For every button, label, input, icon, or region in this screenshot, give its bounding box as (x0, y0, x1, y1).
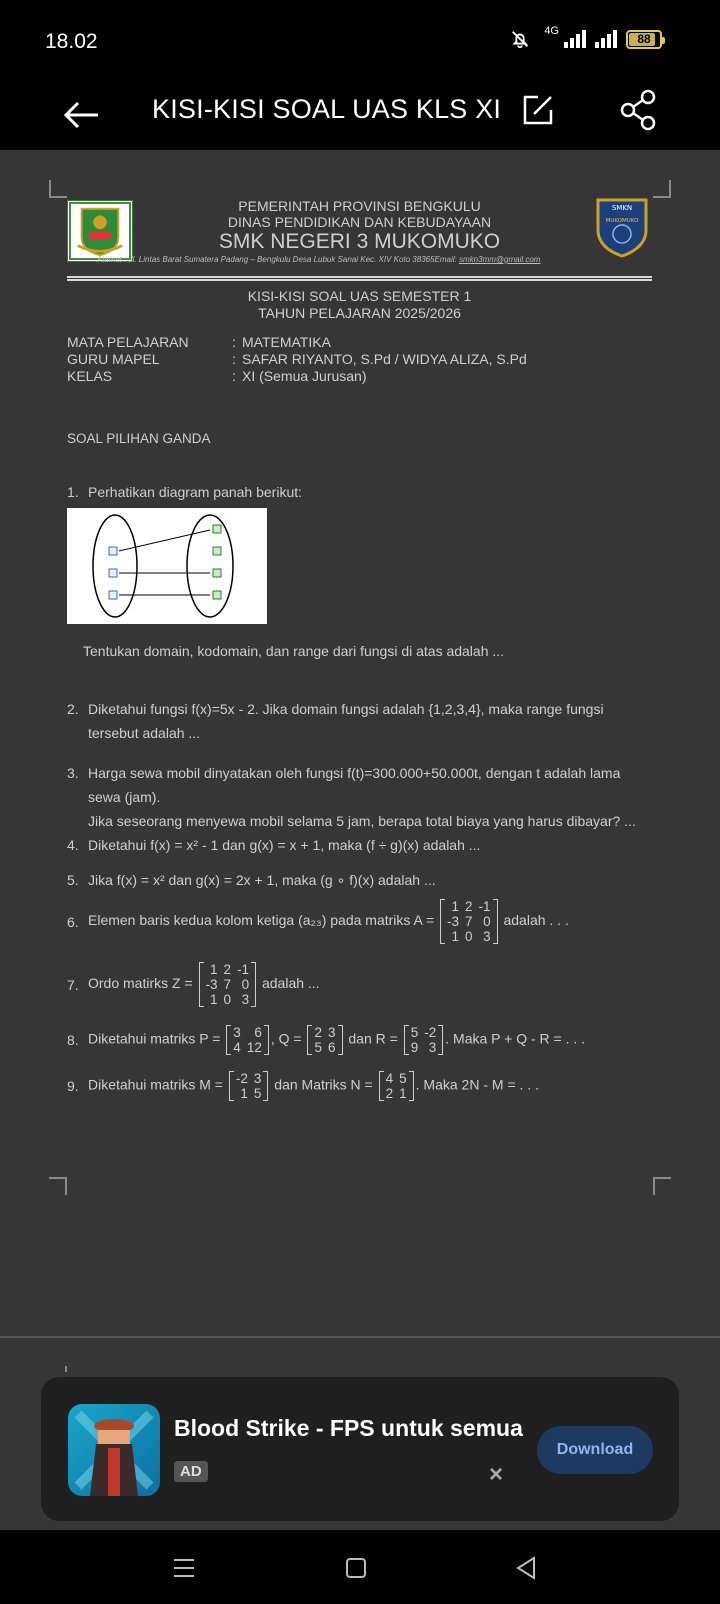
question-8 (67, 1025, 652, 1055)
status-bar (0, 0, 720, 80)
document-viewer[interactable] (0, 150, 720, 1530)
question-2 (67, 697, 652, 745)
page-corner-mark (49, 180, 67, 198)
question-3 (67, 761, 652, 833)
signal-icon (595, 30, 617, 48)
matrix-z: 1 -3 1 2 7 0 -1 0 3 (199, 962, 257, 1007)
letterhead-line-2: DINAS PENDIDIKAN DAN KEBUDAYAAN (227, 214, 492, 230)
matrix-a: 1 -3 1 2 7 0 -1 0 3 (440, 899, 498, 944)
navigation-bar (0, 1530, 720, 1604)
meta-info (67, 334, 652, 385)
question-text: Harga sewa mobil dinyatakan oleh fungsi f(t)=300.000+50.000t, dengan t adalah lama sewa (jam). (88, 765, 621, 805)
question-number: 1. (67, 484, 79, 500)
matrix-m: -2 1 3 5 (229, 1071, 269, 1101)
address-text: Alamat : Jl. Lintas Barat Sumatera Padang – Bengkulu Desa Lubuk Sanai Kec. XIV Koto 38365Email: (97, 255, 459, 264)
letterhead (67, 190, 652, 280)
question-text: Perhatikan diagram panah berikut: (88, 484, 303, 500)
school-logo-text-mid: MUKOMUKO (605, 218, 639, 224)
question-number: 8. (67, 1032, 79, 1048)
question-number: 5. (67, 872, 79, 888)
question-text: Diketahui matriks P = (88, 1030, 221, 1047)
question-6 (67, 899, 652, 944)
question-9 (67, 1071, 652, 1101)
document-page (67, 190, 652, 1101)
question-number: 3. (67, 765, 79, 781)
battery-icon (626, 30, 662, 49)
edit-icon[interactable] (520, 92, 556, 128)
meta-value: MATEMATIKA (242, 334, 331, 350)
question-text: Diketahui matriks M = (88, 1076, 223, 1093)
arrow-diagram (67, 508, 267, 624)
page-corner-mark (653, 180, 671, 198)
menu-icon[interactable] (166, 1550, 202, 1586)
school-email: smkn3mm@gmail.com (459, 255, 541, 264)
question-4 (67, 833, 652, 857)
status-icons (509, 25, 662, 50)
question-separator: , Q = (270, 1030, 302, 1047)
question-text: Elemen baris kedua kolom ketiga (a₂₃) pada matriks A = (88, 912, 435, 929)
app-bar (0, 80, 720, 150)
battery-level: 88 (637, 32, 651, 46)
question-7 (67, 962, 652, 1007)
question-number: 7. (67, 976, 79, 993)
question-number: 6. (67, 913, 79, 930)
page-corner-mark (49, 1177, 67, 1195)
letterhead-line-1: PEMERINTAH PROVINSI BENGKULU (238, 198, 481, 214)
question-number: 9. (67, 1078, 79, 1094)
page-corner-mark (653, 1177, 671, 1195)
question-1 (67, 480, 652, 504)
school-address (97, 255, 540, 264)
status-time: 18.02 (45, 30, 98, 53)
question-5 (67, 868, 652, 892)
meta-row: MATA PELAJARAN : MATEMATIKA (67, 334, 331, 350)
section-heading: SOAL PILIHAN GANDA (67, 431, 211, 446)
page-corner-mark (65, 1366, 67, 1372)
matrix-q: 2 5 3 6 (307, 1025, 342, 1055)
mute-bell-icon (509, 28, 531, 50)
meta-key: GURU MAPEL (67, 351, 160, 367)
question-text: Diketahui f(x) = x² - 1 dan g(x) = x + 1, maka (f ÷ g)(x) adalah ... (88, 837, 481, 853)
meta-value: XI (Semua Jurusan) (242, 368, 367, 384)
home-icon[interactable] (338, 1550, 374, 1586)
matrix-n: 4 2 5 1 (379, 1071, 414, 1101)
meta-row: KELAS : XI (Semua Jurusan) (67, 368, 367, 384)
game-thumbnail-icon[interactable] (68, 1404, 160, 1496)
question-number: 2. (67, 701, 79, 717)
question-number: 4. (67, 837, 79, 853)
question-text-end: adalah ... (261, 975, 320, 992)
heading-line-1: KISI-KISI SOAL UAS SEMESTER 1 (247, 288, 472, 304)
page-divider (0, 1336, 720, 1338)
question-text-end: adalah . . . (503, 912, 569, 929)
letterhead-rule (67, 276, 652, 278)
document-heading (67, 288, 652, 322)
meta-key: MATA PELAJARAN (67, 334, 189, 350)
ad-banner[interactable] (41, 1377, 679, 1521)
document-title: KISI-KISI SOAL UAS KLS XI (152, 94, 502, 124)
download-button[interactable]: Download (537, 1426, 653, 1474)
ad-badge: AD (174, 1461, 208, 1482)
meta-row: GURU MAPEL : SAFAR RIYANTO, S.Pd / WIDYA ALIZA, S.Pd (67, 351, 527, 367)
network-type: 4G (544, 25, 559, 37)
meta-key: KELAS (67, 368, 113, 384)
ad-title[interactable]: Blood Strike - FPS untuk semua (174, 1415, 523, 1441)
question-text: Jika f(x) = x² dan g(x) = 2x + 1, maka (g ∘ f)(x) adalah ... (88, 872, 436, 888)
question-text: Diketahui fungsi f(x)=5x - 2. Jika domain fungsi adalah {1,2,3,4}, maka range fungsi tersebut adalah ... (88, 701, 604, 741)
question-text: Ordo matirks Z = (88, 975, 193, 992)
meta-value: SAFAR RIYANTO, S.Pd / WIDYA ALIZA, S.Pd (242, 351, 527, 367)
question-separator: dan R = (348, 1030, 398, 1047)
school-logo-text-top: SMKN (611, 204, 633, 212)
question-text-end: . Maka 2N - M = . . . (415, 1076, 539, 1093)
question-text-end: . Maka P + Q - R = . . . (445, 1030, 586, 1047)
back-arrow-icon[interactable] (60, 93, 104, 137)
question-separator: dan Matriks N = (274, 1076, 373, 1093)
letterhead-rule (67, 279, 652, 281)
signal-icon (564, 30, 586, 48)
close-icon[interactable]: × (489, 1461, 504, 1488)
matrix-p: 3 4 6 12 (226, 1025, 269, 1055)
share-icon[interactable] (618, 88, 658, 132)
matrix-r: 5 9 -2 3 (404, 1025, 444, 1055)
school-logo-icon (594, 196, 650, 258)
question-1-instruction: Tentukan domain, kodomain, dan range dari fungsi di atas adalah ... (83, 643, 505, 659)
heading-line-2: TAHUN PELAJARAN 2025/2026 (258, 305, 461, 321)
school-name: SMK NEGERI 3 MUKOMUKO (218, 230, 501, 253)
back-icon[interactable] (508, 1550, 544, 1586)
question-text-2: Jika seseorang menyewa mobil selama 5 jam, berapa total biaya yang harus dibayar? ... (88, 813, 636, 829)
